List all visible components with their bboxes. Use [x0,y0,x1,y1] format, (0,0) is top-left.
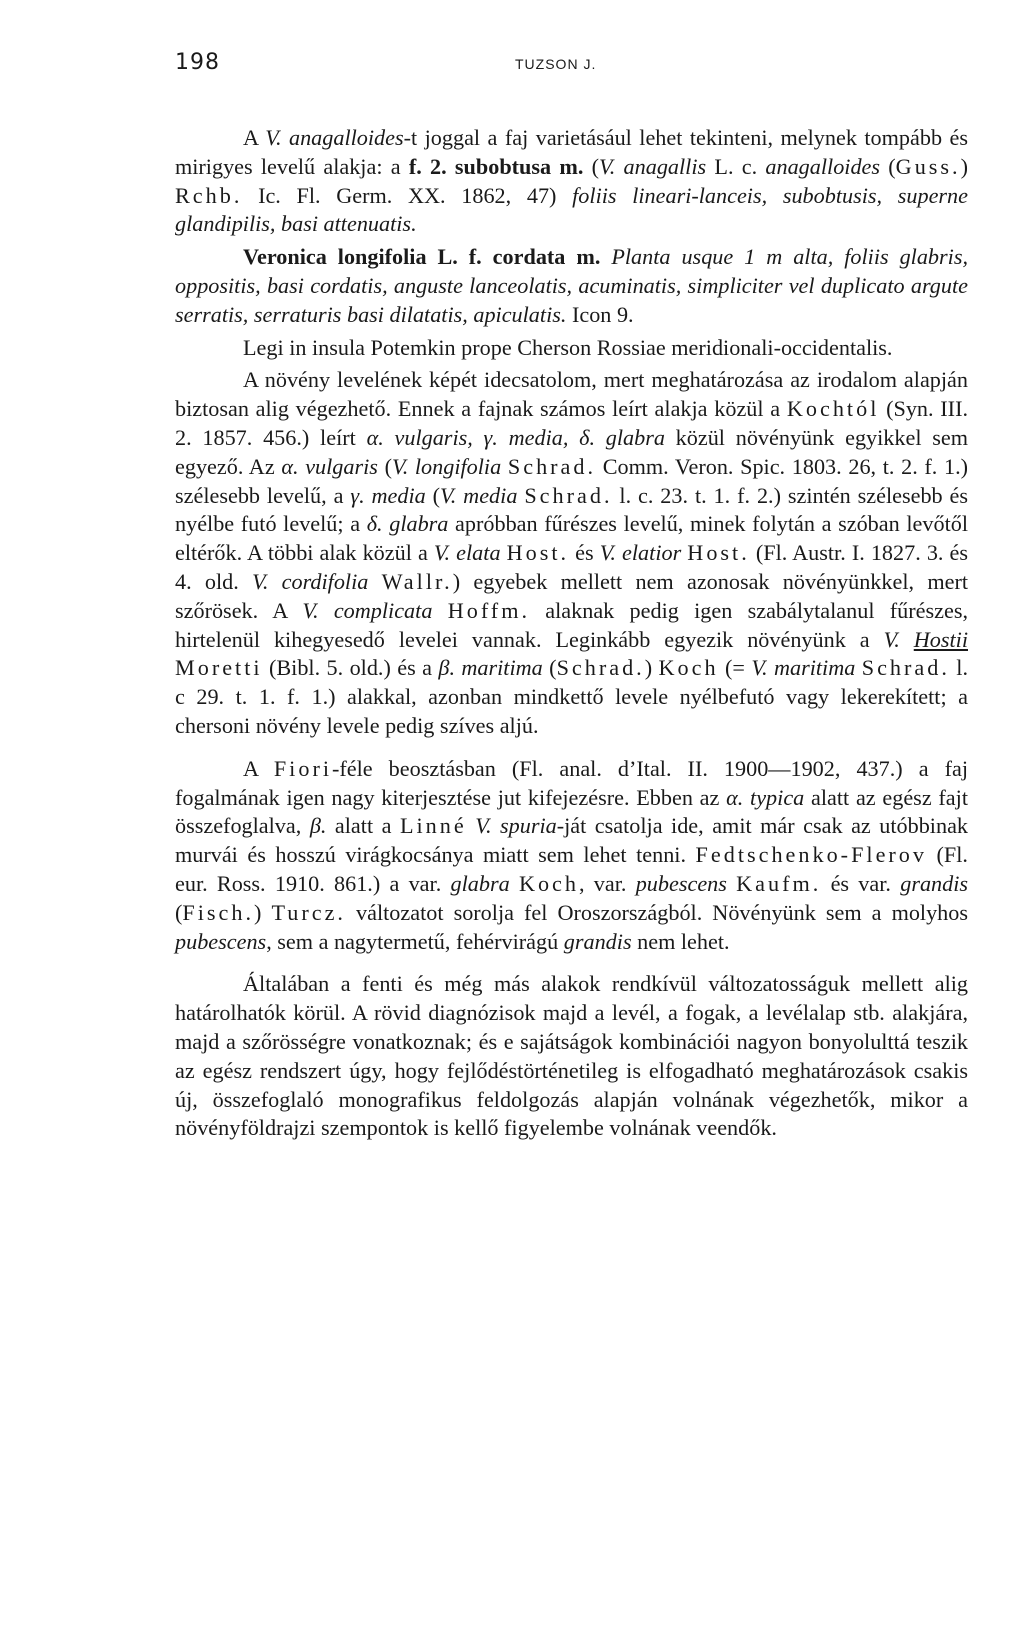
page-number: 198 [175,50,220,75]
paragraph-diagnosis: Veronica longifolia L. f. cordata m. Planta usque 1 m alta, foliis glabris, oppositis, basi cordatis, anguste lanceolatis, acuminatis, simpliciter vel duplicato argute serratis, serraturis basi dilatatis, apiculatis. Icon 9. [175,244,968,327]
paragraph-locality: Legi in insula Potemkin prope Cherson Rossiae meridionali-occidentalis. [243,334,893,360]
paragraph-varieties: A V. anagalloides-t joggal a faj varietásául lehet tekinteni, melynek tompább és mirigyes levelű alakja: a f. 2. subobtusa m. (V. anagallis L. c. anagalloides (Guss.) Rchb. Ic. Fl. Germ. XX. 1862, 47) foliis lineari-lanceis, subobtusis, superne glandipilis, basi attenuatis. [175,125,968,237]
paragraph-conclusion: Általában a fenti és még más alakok rendkívül változatosságuk mellett alig határolhatók körül. A rövid diagnózisok majd a levél, a fogak, a levélalap stb. alakjára, majd a szőrösségre vonatkoznak; és e sajátságok kombinációi nagyon bonyolulttá teszik az egész rendszert úgy, hogy fejlődéstörténetileg is elfogadható meghatározások csakis új, összefoglaló monografikus feldolgozás alapján volnának végezhetők, mikor a növényföldrajzi szempontok is kellő figyelembe volnának veendők. [175,971,968,1141]
paragraph-fiori: A Fiori-féle beosztásban (Fl. anal. d’Ital. II. 1900—1902, 437.) a faj fogalmának igen nagy kiterjesztése jut kifejezésre. Ebben az α. typica alatt az egész fajt összefoglalva, β. alatt a Linné V. spuria-ját csatolja ide, amit már csak az utóbbinak murvái és hosszú virágkocsánya miatt sem lehet tenni. Fedtschenko-Flerov (Fl. eur. Ross. 1910. 861.) a var. glabra Koch, var. pubescens Kaufm. és var. grandis (Fisch.) Turcz. változatot sorolja fel Oroszországból. Növényünk sem a molyhos pubescens, sem a nagytermetű, fehérvirágú grandis nem lehet. [175,755,969,954]
body-text [175,124,968,1143]
page-header [175,50,965,80]
paragraph-discussion: A növény levelének képét idecsatolom, mert meghatározása az irodalom alapján biztosan alig végezhető. Ennek a fajnak számos leírt alakja közül a Kochtól (Syn. III. 2. 1857. 456.) leírt α. vulgaris, γ. media, δ. glabra közül növényünk egyikkel sem egyező. Az α. vulgaris (V. longifolia Schrad. Comm. Veron. Spic. 1803. 26, t. 2. f. 1.) szélesebb levelű, a γ. media (V. media Schrad. l. c. 23. t. 1. f. 2.) szintén szélesebb és nyélbe futó levelű; a δ. glabra apróbban fűrészes levelű, minek folytán a szóban levőtől eltérők. A többi alak közül a V. elata Host. és V. elatior Host. (Fl. Austr. I. 1827. 3. és 4. old. V. cordifolia Wallr.) egyebek mellett nem azonosak növényünkkel, mert szőrösek. A V. complicata Hoffm. alaknak pedig igen szabálytalanul fűrészes, hirtelenül kihegyesedő levelei vannak. Leginkább egyezik növényünk a V. Hostii Moretti (Bibl. 5. old.) és a β. maritima (Schrad.) Koch (= V. maritima Schrad. l. c 29. t. 1. f. 1.) alakkal, azonban mindkettő levele nyélbefutó vagy lekerekített; a chersoni növény levele pedig szíves aljú. [175,367,969,738]
running-head: TUZSON J. [515,56,597,72]
